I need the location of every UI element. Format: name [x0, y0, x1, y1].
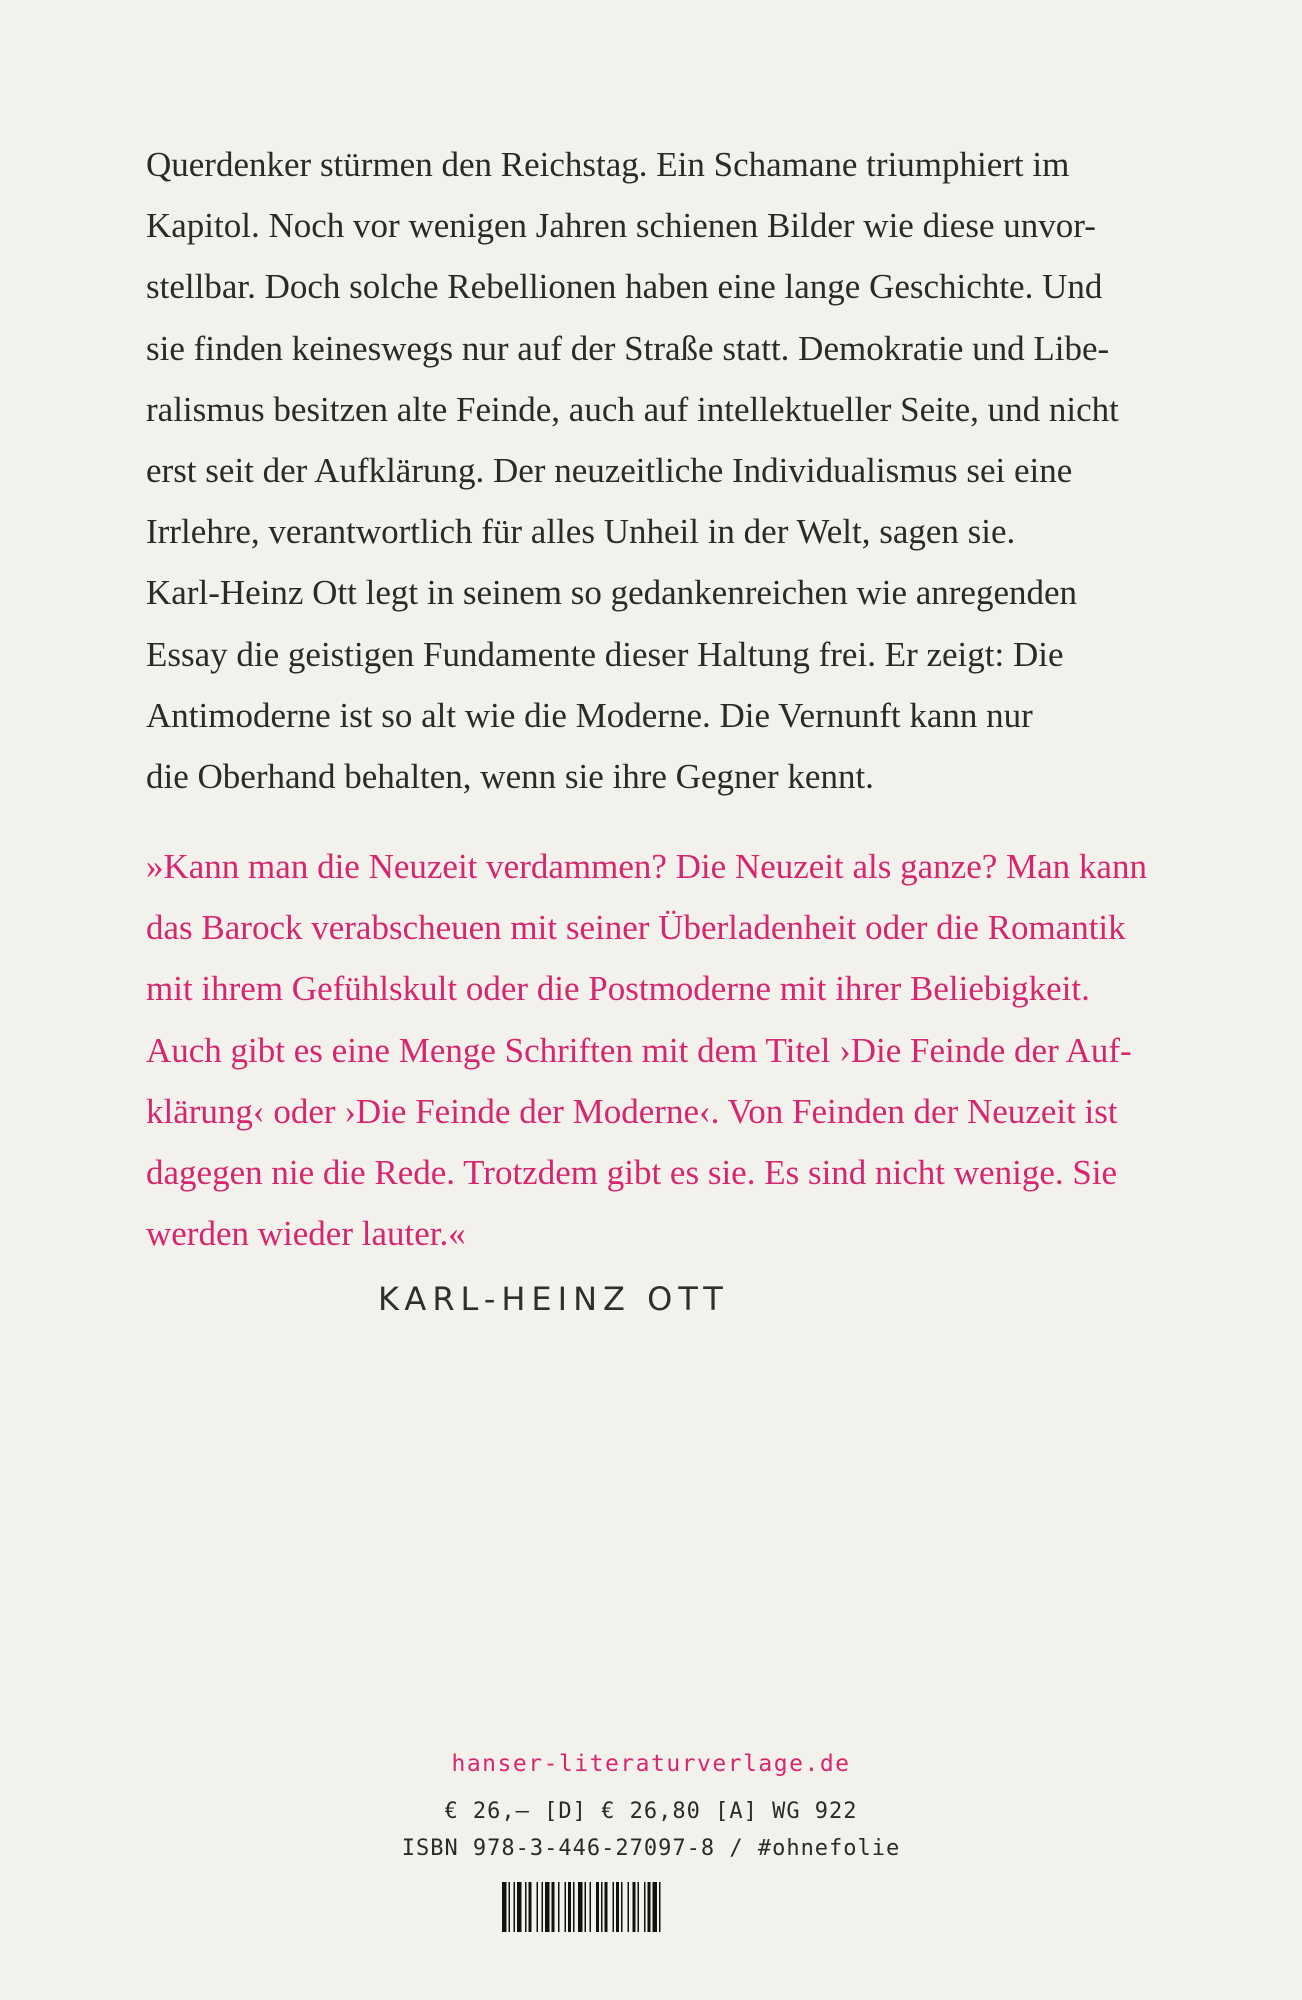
barcode-icon [502, 1882, 790, 1932]
quote-line: mit ihrem Gefühlskult oder die Postmoderne mit ihrer Beliebigkeit. [146, 969, 1090, 1009]
author-quote [146, 836, 1246, 1264]
blurb-text [146, 134, 1216, 807]
quote-line: dagegen nie die Rede. Trotzdem gibt es sie. Es sind nicht wenige. Sie [146, 1153, 1118, 1193]
blurb-line: sie finden keineswegs nur auf der Straße statt. Demokratie und Libe- [146, 328, 1110, 368]
publisher-website-link[interactable]: hanser-literaturverlage.de [451, 1751, 851, 1777]
blurb-line: Querdenker stürmen den Reichstag. Ein Schamane triumphiert im [146, 145, 1070, 184]
blurb-line: ralismus besitzen alte Feinde, auch auf intellektueller Seite, und nicht [146, 389, 1119, 429]
isbn-line: ISBN 978-3-446-27097-8 / #ohnefolie [401, 1836, 901, 1861]
author-name: KARL-HEINZ OTT [378, 1280, 729, 1318]
quote-line: das Barock verabscheuen mit seiner Überladenheit oder die Romantik [146, 908, 1126, 948]
quote-line: Auch gibt es eine Menge Schriften mit dem Titel ›Die Feinde der Auf- [146, 1030, 1132, 1070]
blurb-line: Kapitol. Noch vor wenigen Jahren schienen Bilder wie diese unvor- [146, 206, 1096, 246]
blurb-line: Antimoderne ist so alt wie die Moderne. Die Vernunft kann nur [146, 695, 1033, 735]
blurb-line: Karl-Heinz Ott legt in seinem so gedankenreichen wie anregenden [146, 573, 1078, 613]
blurb-line: Irrlehre, verantwortlich für alles Unheil in der Welt, sagen sie. [146, 512, 1016, 552]
blurb-line: stellbar. Doch solche Rebellionen haben eine lange Geschichte. Und [146, 267, 1103, 307]
quote-line: werden wieder lauter.« [146, 1214, 466, 1254]
quote-line: »Kann man die Neuzeit verdammen? Die Neuzeit als ganze? Man kann [146, 847, 1147, 886]
price-line: € 26,– [D] € 26,80 [A] WG 922 [444, 1799, 858, 1824]
blurb-line: Essay die geistigen Fundamente dieser Haltung frei. Er zeigt: Die [146, 634, 1064, 674]
blurb-line: erst seit der Aufklärung. Der neuzeitliche Individualismus sei eine [146, 451, 1073, 491]
quote-line: klärung‹ oder ›Die Feinde der Moderne‹. Von Feinden der Neuzeit ist [146, 1091, 1118, 1131]
blurb-line: die Oberhand behalten, wenn sie ihre Gegner kennt. [146, 757, 874, 797]
